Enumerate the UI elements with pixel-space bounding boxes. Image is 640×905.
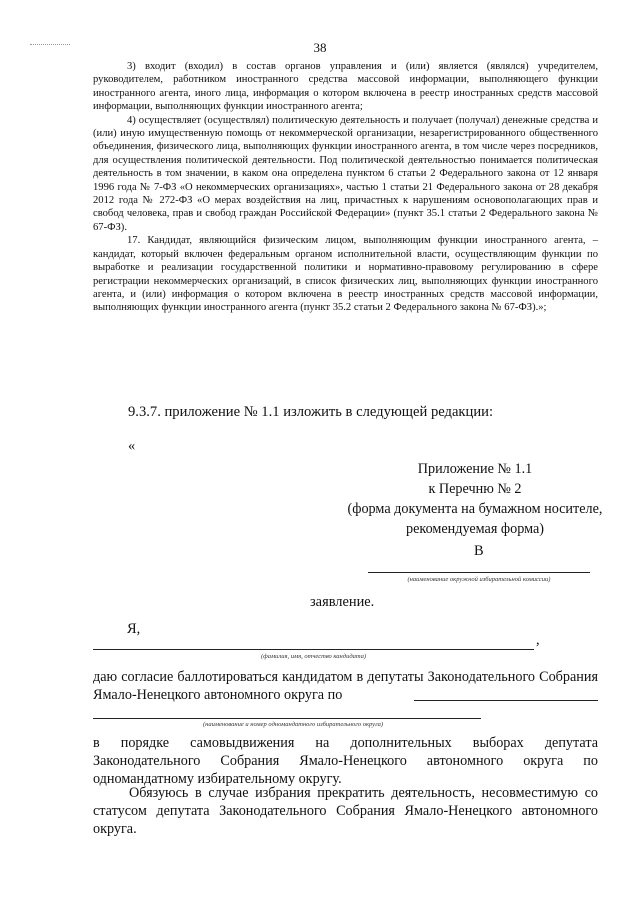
amendment-line: 9.3.7. приложение № 1.1 изложить в следующей редакции: — [128, 404, 493, 420]
applicant-prefix: Я, — [127, 621, 141, 637]
list-item-17: 17. Кандидат, являющийся физическим лицом, выполняющим функции иностранного агента, – кандидат, который включен федеральным органом исполнительной власти, осуществляющим функции по выработке и реализации государственной политики и нормативно-правовому регулированию в сфере регистрации некоммерческих организаций, в список физических лиц, выполняющих функции иностранного агента, и (или) информация о котором включена в реестр иностранных средств массовой информации, выполняющих функции иностранного агента (пункт 35.2 статьи 2 Федерального закона № 67-ФЗ).»; — [93, 235, 598, 314]
list-item-4: 4) осуществляет (осуществлял) политическую деятельность и получает (получал) денежные средства и (или) иную имущественную помощь от некоммерческой организации, незарегистрированного общественного объединения, физического лица, выполняющих функции иностранного агента, в том числе через посредников, для осуществления политической деятельности. Под политической деятельностью понимается политическая деятельность в том значении, в каком она определена пунктом 6 статьи 2 Федерального закона от 12 января 1996 года № 7-ФЗ «О некоммерческих организациях», частью 1 статьи 21 Федерального закона от 28 декабря 2012 года № 272-ФЗ «О мерах воздействия на лиц, причастных к нарушениям основополагающих прав и свобод человека, прав и свобод граждан Российской Федерации» (пункт 35.1 статьи 2 Федерального закона № 67-ФЗ). — [93, 114, 598, 233]
consent-paragraph — [93, 668, 598, 704]
open-quote: « — [128, 438, 136, 454]
consent-text: даю согласие баллотироваться кандидатом в депутаты Законодательного Собрания Ямало-Ненецкого автономного округа по — [93, 669, 598, 703]
appendix-recommended: рекомендуемая форма) — [406, 521, 544, 537]
district-line-2[interactable] — [93, 718, 481, 719]
district-line-1[interactable] — [414, 700, 598, 701]
procedure-text: в порядке самовыдвижения на дополнительных выборах депутата Законодательного Собрания Ямало-Ненецкого автономного округа по одномандатному избирательному округу. — [93, 735, 598, 787]
district-caption: (наименование и номер одномандатного избирательного округа) — [202, 721, 384, 728]
list-item-3: 3) входит (входил) в состав органов управления и (или) является (являлся) учредителем, руководителем, работником иностранного средства массовой информации, выполняющего функции иностранного агента, иного лица, информация о котором включена в реестр иностранных средств массовой информации, выполняющих функции иностранного агента; — [93, 61, 598, 113]
page-number: 38 — [313, 40, 327, 55]
appendix-form-type: (форма документа на бумажном носителе, — [347, 501, 603, 517]
name-line[interactable] — [93, 649, 534, 650]
procedure-paragraph — [93, 734, 598, 788]
appendix-header — [330, 459, 620, 539]
addressee-prefix: В — [474, 543, 484, 559]
name-caption: (фамилия, имя, отчество кандидата) — [260, 653, 367, 660]
name-comma: , — [536, 632, 540, 648]
appendix-list: к Перечню № 2 — [428, 481, 522, 497]
appendix-number: Приложение № 1.1 — [417, 461, 533, 477]
commission-line[interactable] — [368, 572, 590, 573]
obligation-text: Обязуюсь в случае избрания прекратить деятельность, несовместимую со статусом депутата Законодательного Собрания Ямало-Ненецкого автономного округа. — [93, 785, 598, 837]
obligation-paragraph — [93, 784, 598, 838]
legal-text-block — [93, 60, 598, 315]
document-title: заявление. — [310, 594, 375, 610]
commission-caption: (наименование окружной избирательной комиссии) — [407, 576, 551, 583]
